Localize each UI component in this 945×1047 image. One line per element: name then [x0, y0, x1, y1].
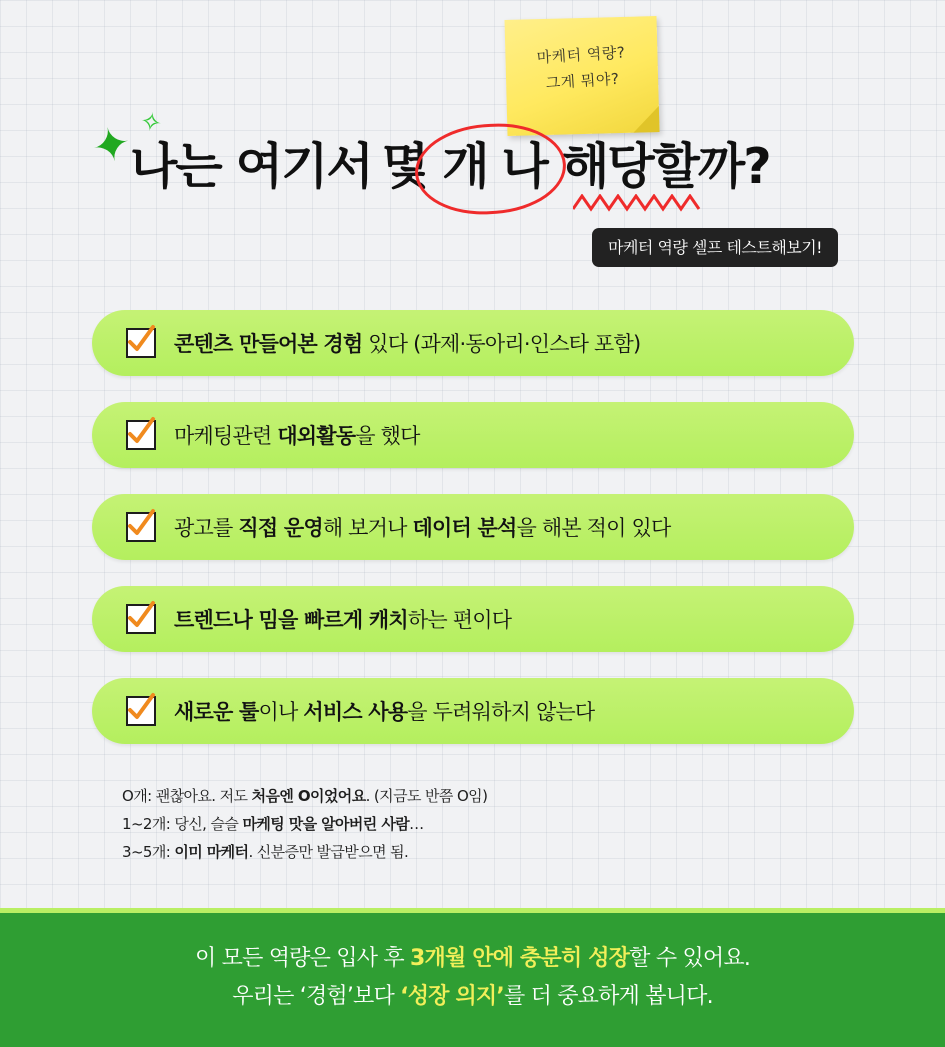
- checkmark-icon: [124, 505, 158, 539]
- checkmark-icon: [124, 321, 158, 355]
- result-bold: 마케팅 맛을 알아버린 사람: [242, 815, 410, 833]
- checklist-item-mid: 해 보거나: [322, 516, 413, 540]
- checkbox[interactable]: [126, 696, 156, 726]
- checklist-item-label: [174, 328, 640, 358]
- checklist-item-rest: 하는 편이다: [407, 608, 512, 632]
- checklist-item-rest: 을 했다: [355, 424, 420, 448]
- footer-line-2: [0, 978, 945, 1016]
- checklist: [92, 310, 854, 770]
- headline-part-2: 몇 개: [381, 138, 488, 195]
- footer-line-2-pre: 우리는 ‘경험’보다: [232, 984, 401, 1009]
- footer-accent-line: [0, 908, 945, 913]
- checklist-item-bold-2: 서비스 사용: [303, 700, 408, 724]
- red-zigzag-underline: [573, 194, 703, 212]
- result-legend: [122, 782, 487, 866]
- footer-banner: [0, 908, 945, 1047]
- headline-part-3: 나 해당할까?: [501, 138, 770, 195]
- subtitle-pill: 마케터 역량 셀프 테스트해보기!: [592, 228, 838, 267]
- checkmark-icon: [124, 689, 158, 723]
- checklist-item-bold: 직접 운영: [238, 516, 323, 540]
- checklist-item-label: [174, 512, 671, 542]
- checklist-item-bold: 새로운 툴: [174, 700, 259, 724]
- footer-line-2-highlight: ‘성장 의지’: [400, 984, 504, 1009]
- footer-message: [0, 940, 945, 1016]
- result-rest: …: [409, 815, 424, 833]
- checklist-item-label: [174, 420, 420, 450]
- checklist-item-pre: 마케팅관련: [174, 424, 278, 448]
- checklist-item-rest: 을 두려워하지 않는다: [407, 700, 595, 724]
- checkbox[interactable]: [126, 420, 156, 450]
- star-icon: ✦: [86, 114, 136, 176]
- page-title: [130, 128, 770, 198]
- checklist-item[interactable]: [92, 310, 854, 376]
- result-bold: 이미 마케터: [174, 843, 249, 861]
- headline-part-1: 나는 여기서: [130, 138, 372, 195]
- star-icon: ✧: [137, 106, 165, 140]
- result-line: [122, 810, 487, 838]
- result-bold: 처음엔 O이었어요: [251, 787, 366, 805]
- checklist-item-rest: 을 해본 적이 있다: [516, 516, 671, 540]
- checkmark-icon: [124, 597, 158, 631]
- result-label: 1~2개: 당신, 슬슬: [122, 815, 243, 833]
- checklist-item-bold: 대외활동: [277, 424, 356, 448]
- checkbox[interactable]: [126, 512, 156, 542]
- checklist-item-mid: 이나: [258, 700, 304, 724]
- result-label: O개: 괜찮아요. 저도: [122, 787, 252, 805]
- checklist-item-bold: 콘텐츠 만들어본 경험: [174, 332, 363, 356]
- footer-line-1-post: 할 수 있어요.: [629, 946, 751, 971]
- footer-line-2-post: 를 더 중요하게 봅니다.: [503, 984, 713, 1009]
- sticky-note-text: 마케터 역량? 그게 뭐야?: [536, 43, 626, 93]
- checkbox[interactable]: [126, 328, 156, 358]
- result-line: [122, 782, 487, 810]
- result-label: 3~5개:: [122, 843, 175, 861]
- checklist-item-pre: 광고를: [174, 516, 239, 540]
- result-rest: . 신분증만 발급받으면 됨.: [248, 843, 409, 861]
- checklist-item[interactable]: [92, 586, 854, 652]
- checklist-item[interactable]: [92, 402, 854, 468]
- checklist-item-bold: 트렌드나 밈을 빠르게 캐치: [174, 608, 408, 632]
- result-rest: . (지금도 반쯤 O임): [365, 787, 488, 805]
- checklist-item-label: [174, 604, 511, 634]
- footer-line-1-pre: 이 모든 역량은 입사 후: [194, 946, 411, 971]
- checklist-item-bold-2: 데이터 분석: [412, 516, 517, 540]
- checkbox[interactable]: [126, 604, 156, 634]
- checklist-item[interactable]: [92, 494, 854, 560]
- checklist-item[interactable]: [92, 678, 854, 744]
- footer-line-1: [0, 940, 945, 978]
- footer-line-1-highlight: 3개월 안에 충분히 성장: [410, 946, 630, 971]
- checkmark-icon: [124, 413, 158, 447]
- checklist-item-rest: 있다 (과제·동아리·인스타 포함): [362, 332, 641, 356]
- headline-block: [0, 106, 945, 228]
- result-line: [122, 838, 487, 866]
- checklist-item-label: [174, 696, 594, 726]
